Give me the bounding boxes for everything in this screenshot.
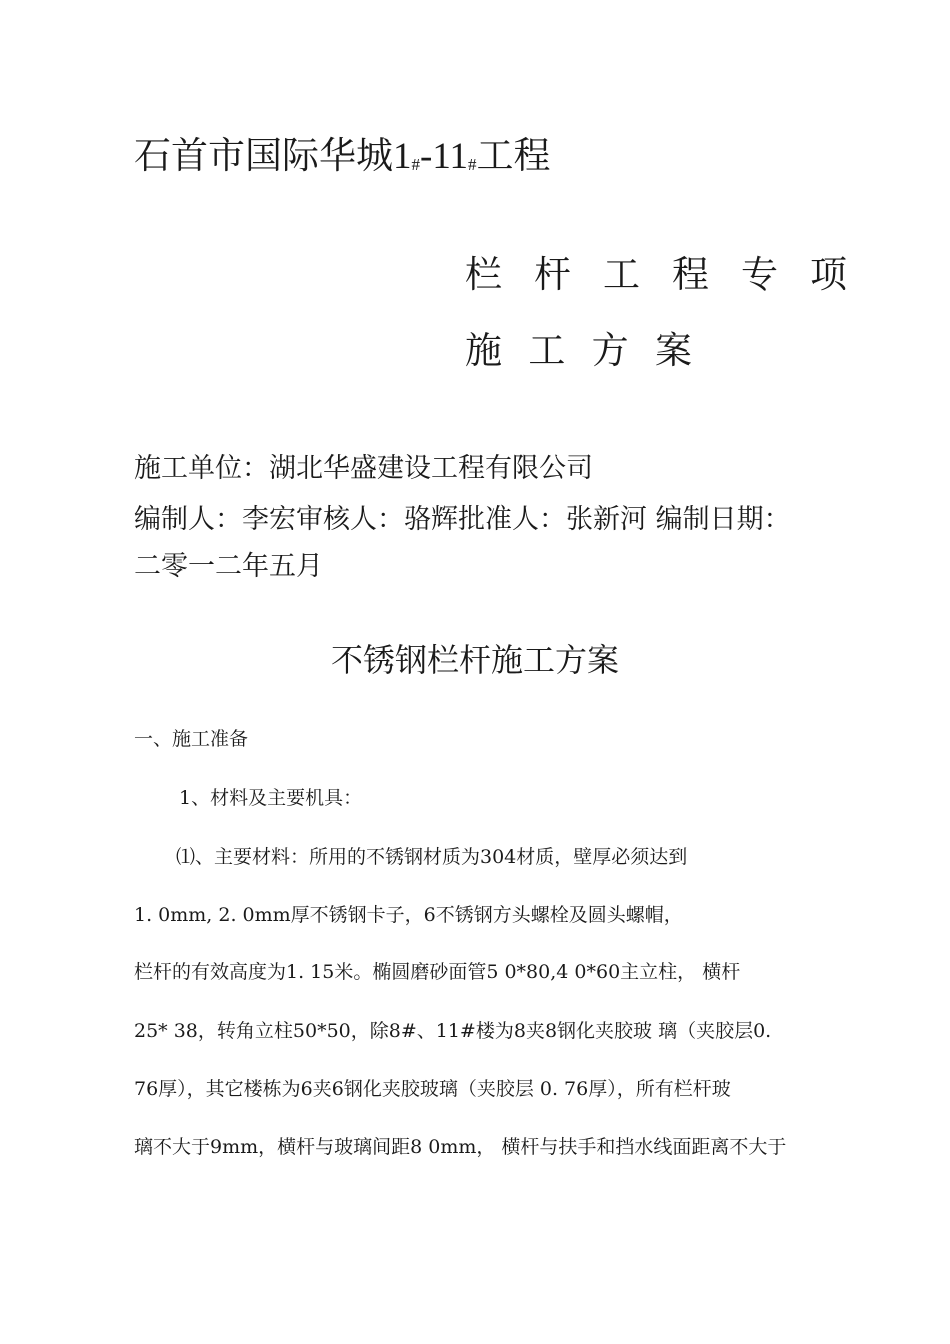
subtitle-char: 工 — [603, 253, 640, 296]
subtitle-char: 杆 — [534, 253, 571, 296]
subtitle-line-1 — [465, 251, 847, 299]
subsection-heading: 1、材料及主要机具： — [179, 787, 363, 809]
subtitle-char: 案 — [654, 329, 692, 372]
subtitle-char: 程 — [672, 253, 709, 296]
paragraph-line: 25* 38，转角立柱50*50，除8#、11#楼为8夹8钢化夹胶玻 璃（夹胶层0. — [134, 1020, 772, 1042]
section-heading: 一、施工准备 — [134, 728, 249, 750]
document-heading: 不锈钢栏杆施工方案 — [330, 641, 619, 679]
subtitle-char: 施 — [465, 329, 502, 372]
subtitle-char: 项 — [810, 253, 847, 296]
construction-unit: 施工单位：湖北华盛建设工程有限公司 — [134, 453, 593, 484]
subtitle-char: 方 — [591, 329, 629, 372]
subtitle-char: 栏 — [465, 253, 502, 296]
project-title — [134, 131, 550, 190]
date-line: 二零一二年五月 — [134, 551, 323, 582]
paragraph-line: 1. 0mm, 2. 0mm厚不锈钢卡子，6不锈钢方头螺栓及圆头螺帽， — [134, 904, 683, 926]
paragraph-line: ⑴、主要材料：所用的不锈钢材质为304材质，壁厚必须达到 — [176, 846, 688, 868]
building-sharp-2: # — [467, 155, 477, 174]
building-number-end: -11 — [420, 136, 468, 177]
paragraph-line: 栏杆的有效高度为1. 15米。椭圆磨砂面管5 0*80,4 0*60主立柱， 横杆 — [134, 961, 741, 983]
subtitle-line-2 — [465, 327, 692, 375]
building-sharp-1: # — [411, 155, 420, 174]
project-title-name: 石首市国际华城 — [134, 134, 393, 177]
subtitle-char: 专 — [741, 253, 778, 296]
subtitle-char: 工 — [528, 329, 566, 372]
staff-line: 编制人：李宏审核人：骆辉批准人：张新河 编制日期： — [134, 504, 791, 535]
building-number-start: 1 — [393, 136, 412, 177]
project-title-suffix: 工程 — [476, 134, 551, 177]
paragraph-line: 璃不大于9mm，横杆与玻璃间距8 0mm， 横杆与扶手和挡水线面距离不大于 — [134, 1136, 787, 1158]
paragraph-line: 76厚），其它楼栋为6夹6钢化夹胶玻璃（夹胶层 0. 76厚），所有栏杆玻 — [134, 1078, 731, 1100]
